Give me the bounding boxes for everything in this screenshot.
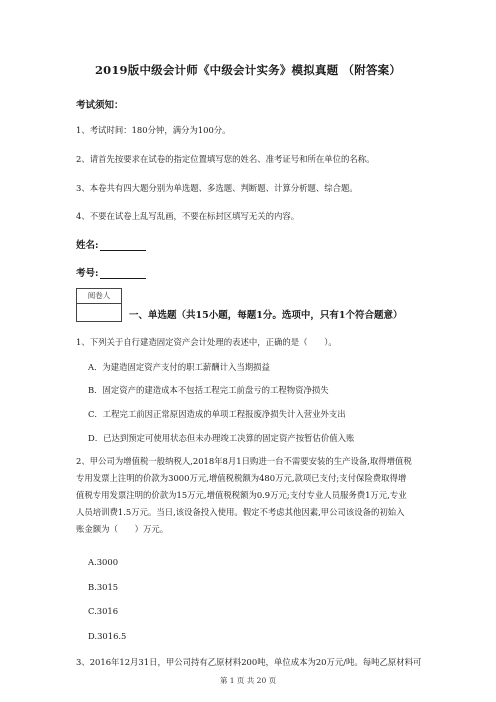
question-3-stem: 3、2016年12月31日，甲公司持有乙原材料200吨，单位成本为20万元/吨。每吨乙原材料可	[76, 657, 422, 667]
question-2-line: 2、甲公司为增值税一般纳税人,2018年8月1日购进一台不需要安装的生产设备,取得增值税	[76, 456, 412, 466]
notice-item: 3、本卷共有四大题分别为单选题、多选题、判断题、计算分析题、综合题。	[76, 183, 358, 193]
exam-id-underline[interactable]	[100, 268, 146, 279]
exam-id-field[interactable]	[76, 265, 146, 279]
notice-item: 4、不要在试卷上乱写乱画，不要在标封区填写无关的内容。	[76, 211, 300, 221]
page-footer: 第 1 页 共 20 页	[219, 676, 277, 685]
question-2-option-a: A.3000	[88, 557, 119, 567]
question-2-line: 人员培训费1.5万元。当日,该设备投入使用。假定不考虑其他因素,甲公司该设备的初始入	[76, 507, 405, 517]
question-2-option-c: C.3016	[88, 606, 119, 616]
question-2-line: 专用发票上注明的价款为3000万元,增值税税额为480万元,款项已支付;支付保险费取得增	[76, 473, 407, 483]
question-1-stem: 1、下列关于自行建造固定资产会计处理的表述中，正确的是（ ）。	[76, 337, 337, 347]
question-2-line: 值税专用发票注明的价款为15万元,增值税税额为0.9万元;支付专业人员服务费1万元,专业	[76, 490, 407, 500]
name-field[interactable]	[76, 237, 146, 251]
notice-heading: 考试须知：	[76, 100, 124, 111]
question-1-option-c: C．工程完工前因正常原因造成的单项工程报废净损失计入营业外支出	[88, 409, 346, 419]
page-title: 2019版中级会计师《中级会计实务》模拟真题 （附答案）	[94, 63, 402, 77]
question-1-option-b: B．固定资产的建造成本不包括工程完工前盘亏的工程物资净损失	[88, 385, 329, 395]
exam-id-label: 考号:	[76, 268, 99, 279]
section-heading: 一、单选题（共15小题，每题1分。选项中，只有1个符合题意）	[129, 310, 403, 321]
name-underline[interactable]	[100, 240, 146, 251]
notice-item: 1、考试时间：180分钟，满分为100分。	[76, 125, 231, 135]
question-2-option-d: D.3016.5	[88, 631, 127, 641]
name-label: 姓名:	[76, 240, 99, 251]
question-1-option-d: D．已达到预定可使用状态但未办理竣工决算的固定资产按暂估价值入账	[88, 433, 355, 443]
question-2-option-b: B.3015	[88, 582, 119, 592]
question-1-option-a: A．为建造固定资产支付的职工薪酬计入当期损益	[88, 362, 270, 372]
grader-label: 阅卷人	[77, 289, 121, 304]
question-2-line: 账金额为（ ）万元。	[76, 524, 169, 534]
notice-item: 2、请首先按要求在试卷的指定位置填写您的姓名、准考证号和所在单位的名称。	[76, 154, 375, 164]
grader-box	[76, 288, 122, 322]
